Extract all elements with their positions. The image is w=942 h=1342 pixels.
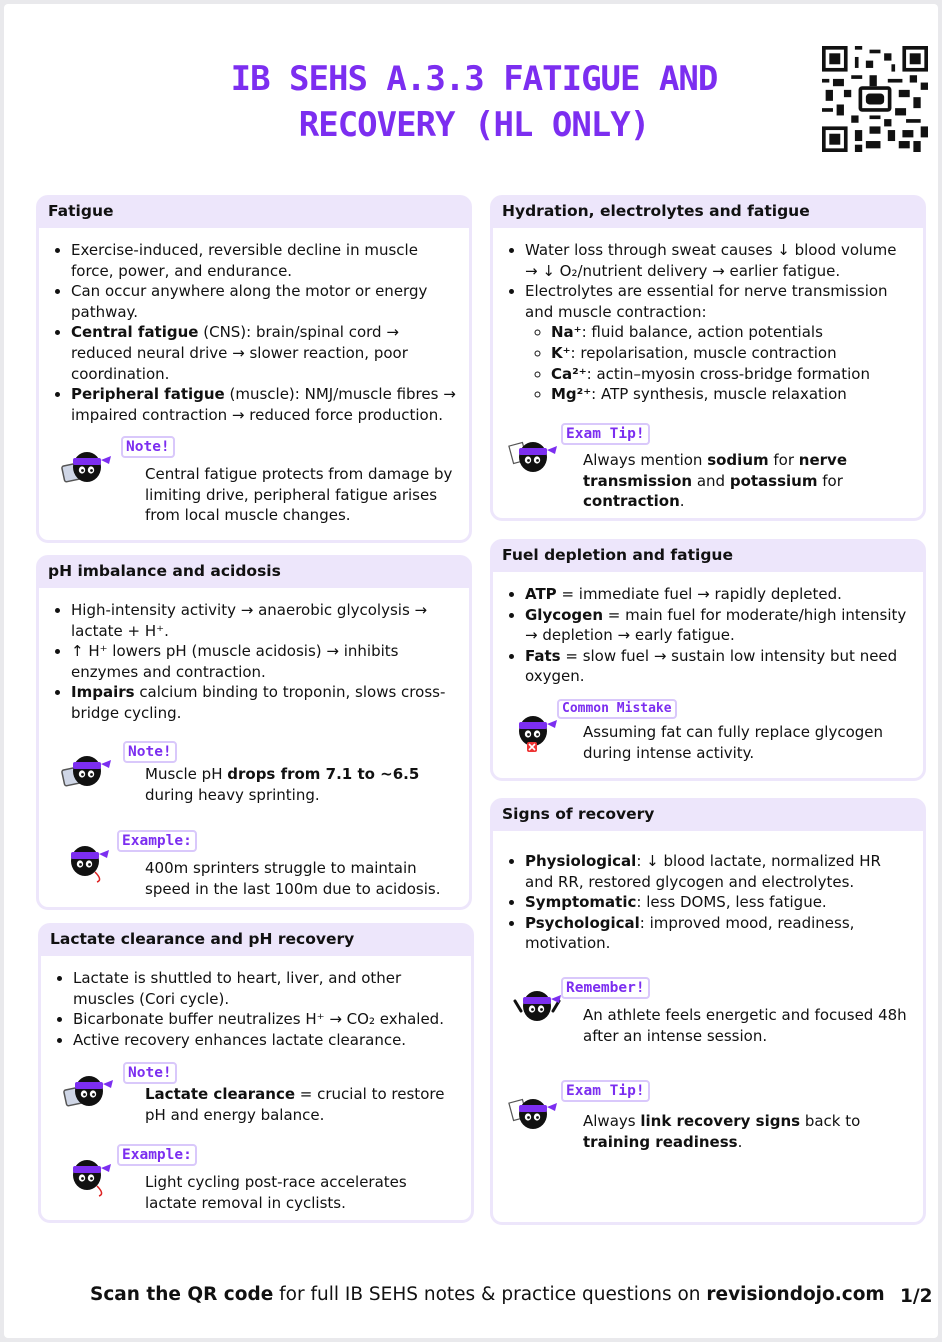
hydration-list <box>493 240 923 405</box>
list-item: • ↑ H⁺ lowers pH (muscle acidosis) → inhibits enzymes and contraction. <box>71 641 459 682</box>
exam-tip-text: Always link recovery signs back to training readiness. <box>583 1112 861 1151</box>
example-text: 400m sprinters struggle to maintain speed in the last 100m due to acidosis. <box>145 859 441 898</box>
page-title <box>154 56 794 148</box>
exam-tip-tag: Exam Tip! <box>561 423 650 445</box>
example-tag: Example: <box>117 830 197 852</box>
ninja-paper-icon <box>507 1089 559 1137</box>
ninja-paper-icon <box>507 432 559 480</box>
list-item: • ATP = immediate fuel → rapidly depleted. <box>525 584 913 605</box>
page <box>4 4 938 1338</box>
ninja-chef-icon <box>59 836 111 884</box>
list-item: ◦ Na⁺: fluid balance, action potentials <box>551 322 913 343</box>
ph-card <box>36 555 472 910</box>
list-item: • Active recovery enhances lactate clearance. <box>73 1030 461 1051</box>
recovery-list <box>493 851 923 954</box>
hydration-heading: Hydration, electrolytes and fatigue <box>492 197 924 228</box>
example-tag: Example: <box>117 1144 197 1166</box>
list-item: • Can occur anywhere along the motor or energy pathway. <box>71 281 459 322</box>
recovery-card <box>490 798 926 1225</box>
example-text: Light cycling post-race accelerates lactate removal in cyclists. <box>145 1173 407 1212</box>
list-item: • Psychological: improved mood, readiness, motivation. <box>525 913 913 954</box>
list-item: • High-intensity activity → anaerobic glycolysis → lactate + H⁺. <box>71 600 459 641</box>
note-tag: Note! <box>123 1062 177 1084</box>
note-text: Muscle pH drops from 7.1 to ~6.5 during heavy sprinting. <box>145 765 420 804</box>
title-line-2: RECOVERY (HL ONLY) <box>298 105 650 145</box>
list-item: • Lactate is shuttled to heart, liver, and other muscles (Cori cycle). <box>73 968 461 1009</box>
fuel-list <box>493 584 923 687</box>
footer-text: Scan the QR code for full IB SEHS notes & practice questions on revisiondojo.com <box>90 1284 885 1305</box>
ninja-chef-icon <box>61 1150 113 1198</box>
list-item: ◦ K⁺: repolarisation, muscle contraction <box>551 343 913 364</box>
hydration-card <box>490 195 926 521</box>
list-item: • Bicarbonate buffer neutralizes H⁺ → CO₂ exhaled. <box>73 1009 461 1030</box>
list-item: • Impairs calcium binding to troponin, slows cross-bridge cycling. <box>71 682 459 723</box>
ninja-cheer-icon <box>511 981 563 1029</box>
list-item: • Peripheral fatigue (muscle): NMJ/muscle fibres → impaired contraction → reduced force production. <box>71 384 459 425</box>
note-text: Central fatigue protects from damage by limiting drive, peripheral fatigue arises from local muscle changes. <box>145 465 453 525</box>
list-item: • Electrolytes are essential for nerve transmission and muscle contraction: ◦ Na⁺: fluid balance, action potentials ◦ K⁺: repolarisation, muscle contraction ◦ Ca²⁺: actin–myosin cross-bridge formation ◦ Mg²⁺: ATP synthesis, muscle relaxation <box>525 281 913 405</box>
ninja-laptop-icon <box>61 746 113 794</box>
remember-tag: Remember! <box>561 977 650 999</box>
qr-code-icon[interactable] <box>822 46 928 152</box>
site-link[interactable]: revisiondojo.com <box>706 1284 885 1305</box>
exam-tip-tag: Exam Tip! <box>561 1080 650 1102</box>
list-item: • Physiological: ↓ blood lactate, normalized HR and RR, restored glycogen and electrolytes. <box>525 851 913 892</box>
page-number: 1/2 <box>900 1286 933 1307</box>
title-line-1: IB SEHS A.3.3 FATIGUE AND <box>230 59 718 99</box>
list-item: • Symptomatic: less DOMS, less fatigue. <box>525 892 913 913</box>
list-item: ◦ Mg²⁺: ATP synthesis, muscle relaxation <box>551 384 913 405</box>
fatigue-heading: Fatigue <box>38 197 470 228</box>
ninja-error-icon <box>507 706 559 754</box>
fatigue-card <box>36 195 472 543</box>
note-tag: Note! <box>121 436 175 458</box>
list-item: • Water loss through sweat causes ↓ blood volume → ↓ O₂/nutrient delivery → earlier fatigue. <box>525 240 913 281</box>
lactate-heading: Lactate clearance and pH recovery <box>40 925 472 956</box>
lactate-list <box>41 968 471 1050</box>
electrolyte-sublist <box>525 322 913 404</box>
fuel-card <box>490 539 926 781</box>
exam-tip-text: Always mention sodium for nerve transmission and potassium for contraction. <box>583 451 847 511</box>
ph-heading: pH imbalance and acidosis <box>38 557 470 588</box>
list-item: ◦ Ca²⁺: actin–myosin cross-bridge formation <box>551 364 913 385</box>
note-tag: Note! <box>123 741 177 763</box>
fuel-heading: Fuel depletion and fatigue <box>492 541 924 572</box>
ph-list <box>39 600 469 724</box>
note-text: Lactate clearance = crucial to restore pH and energy balance. <box>145 1085 445 1124</box>
fatigue-list <box>39 240 469 425</box>
list-item: • Central fatigue (CNS): brain/spinal cord → reduced neural drive → slower reaction, poor coordination. <box>71 322 459 384</box>
remember-text: An athlete feels energetic and focused 48h after an intense session. <box>583 1006 907 1045</box>
common-mistake-text: Assuming fat can fully replace glycogen during intense activity. <box>583 723 884 762</box>
lactate-card <box>38 923 474 1223</box>
list-item: • Glycogen = main fuel for moderate/high intensity → depletion → early fatigue. <box>525 605 913 646</box>
common-mistake-tag: Common Mistake <box>557 699 677 719</box>
list-item: • Exercise-induced, reversible decline in muscle force, power, and endurance. <box>71 240 459 281</box>
list-item: • Fats = slow fuel → sustain low intensity but need oxygen. <box>525 646 913 687</box>
ninja-laptop-icon <box>61 442 113 490</box>
ninja-laptop-icon <box>63 1066 115 1114</box>
recovery-heading: Signs of recovery <box>492 800 924 831</box>
